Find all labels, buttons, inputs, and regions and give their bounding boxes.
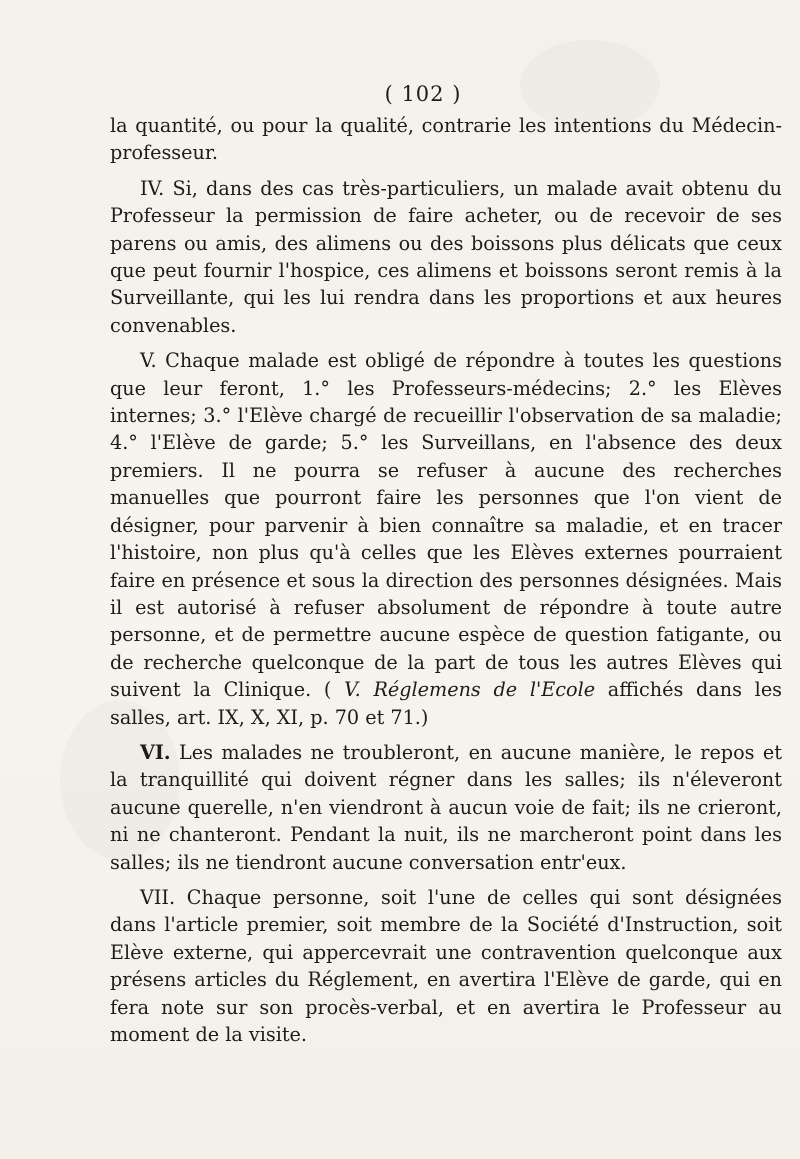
article-text: Chaque malade est obligé de répondre à toutes les questions que leur feront, 1.° les Professeurs-médecins; 2.° les Elèves internes; 3.° l'Elève chargé de recueillir l'observation de sa maladie; 4.° l'Elève de garde; 5.° les Surveillans, en l'absence des deux premiers. Il ne pourra se refuser à aucune des recherches manuelles que pourront faire les personnes que l'on vient de désigner, pour parvenir à bien connaître sa maladie, et en tracer l'histoire, non plus qu'à celles que les Elèves externes pourraient faire en présence et sous la direction des personnes désignées. Mais il est autorisé à refuser absolument de répondre à toute autre personne, et de permettre aucune espèce de question fatigante, ou de recherche quelconque de la part de tous les autres Elèves qui suivent la Clinique. bbox=[110, 349, 783, 702]
article-vii bbox=[110, 884, 782, 1048]
article-numeral: V. bbox=[140, 349, 157, 373]
reference-open: ( bbox=[323, 678, 345, 702]
article-vi bbox=[110, 739, 782, 876]
article-text: Si, dans des cas très-particuliers, un malade avait obtenu du Professeur la permission de faire acheter, ou de recevoir de ses parens ou amis, des alimens ou des boissons plus délicats que ceux que peut fournir l'hospice, ces alimens et boissons seront remis à la Surveillante, qui les lui rendra dans les proportions et aux heures convenables. bbox=[110, 176, 782, 337]
paragraph-continuation bbox=[110, 112, 782, 167]
article-v bbox=[110, 347, 782, 731]
article-numeral: IV. bbox=[140, 176, 165, 200]
paragraph-text: la quantité, ou pour la qualité, contrarie les intentions du Médecin-professeur. bbox=[110, 114, 782, 165]
reference-close: affichés dans les salles, art. IX, X, XI, p. 70 et 71.) bbox=[110, 678, 783, 729]
article-text: Les malades ne troubleront, en aucune manière, le repos et la tranquillité qui doivent régner dans les salles; ils n'éleveront aucune querelle, n'en viendront à aucun voie de fait; ils ne crieront, ni ne chanteront. Pendant la nuit, ils ne marcheront point dans les salles; ils ne tiendront aucune conversation entr'eux. bbox=[110, 740, 782, 874]
article-numeral: VI. bbox=[140, 740, 171, 764]
body-text bbox=[110, 112, 782, 1048]
article-numeral: VII. bbox=[140, 885, 176, 909]
page-number: ( 102 ) bbox=[384, 82, 462, 106]
article-iv bbox=[110, 175, 782, 339]
reference-italic: V. Réglemens de l'Ecole bbox=[344, 678, 596, 702]
article-text: Chaque personne, soit l'une de celles qui sont désignées dans l'article premier, soit membre de la Société d'Instruction, soit Elève externe, qui appercevrait une contravention quelconque aux présens articles du Réglement, en avertira l'Elève de garde, qui en fera note sur son procès-verbal, et en avertira le Professeur au moment de la visite. bbox=[110, 885, 782, 1046]
